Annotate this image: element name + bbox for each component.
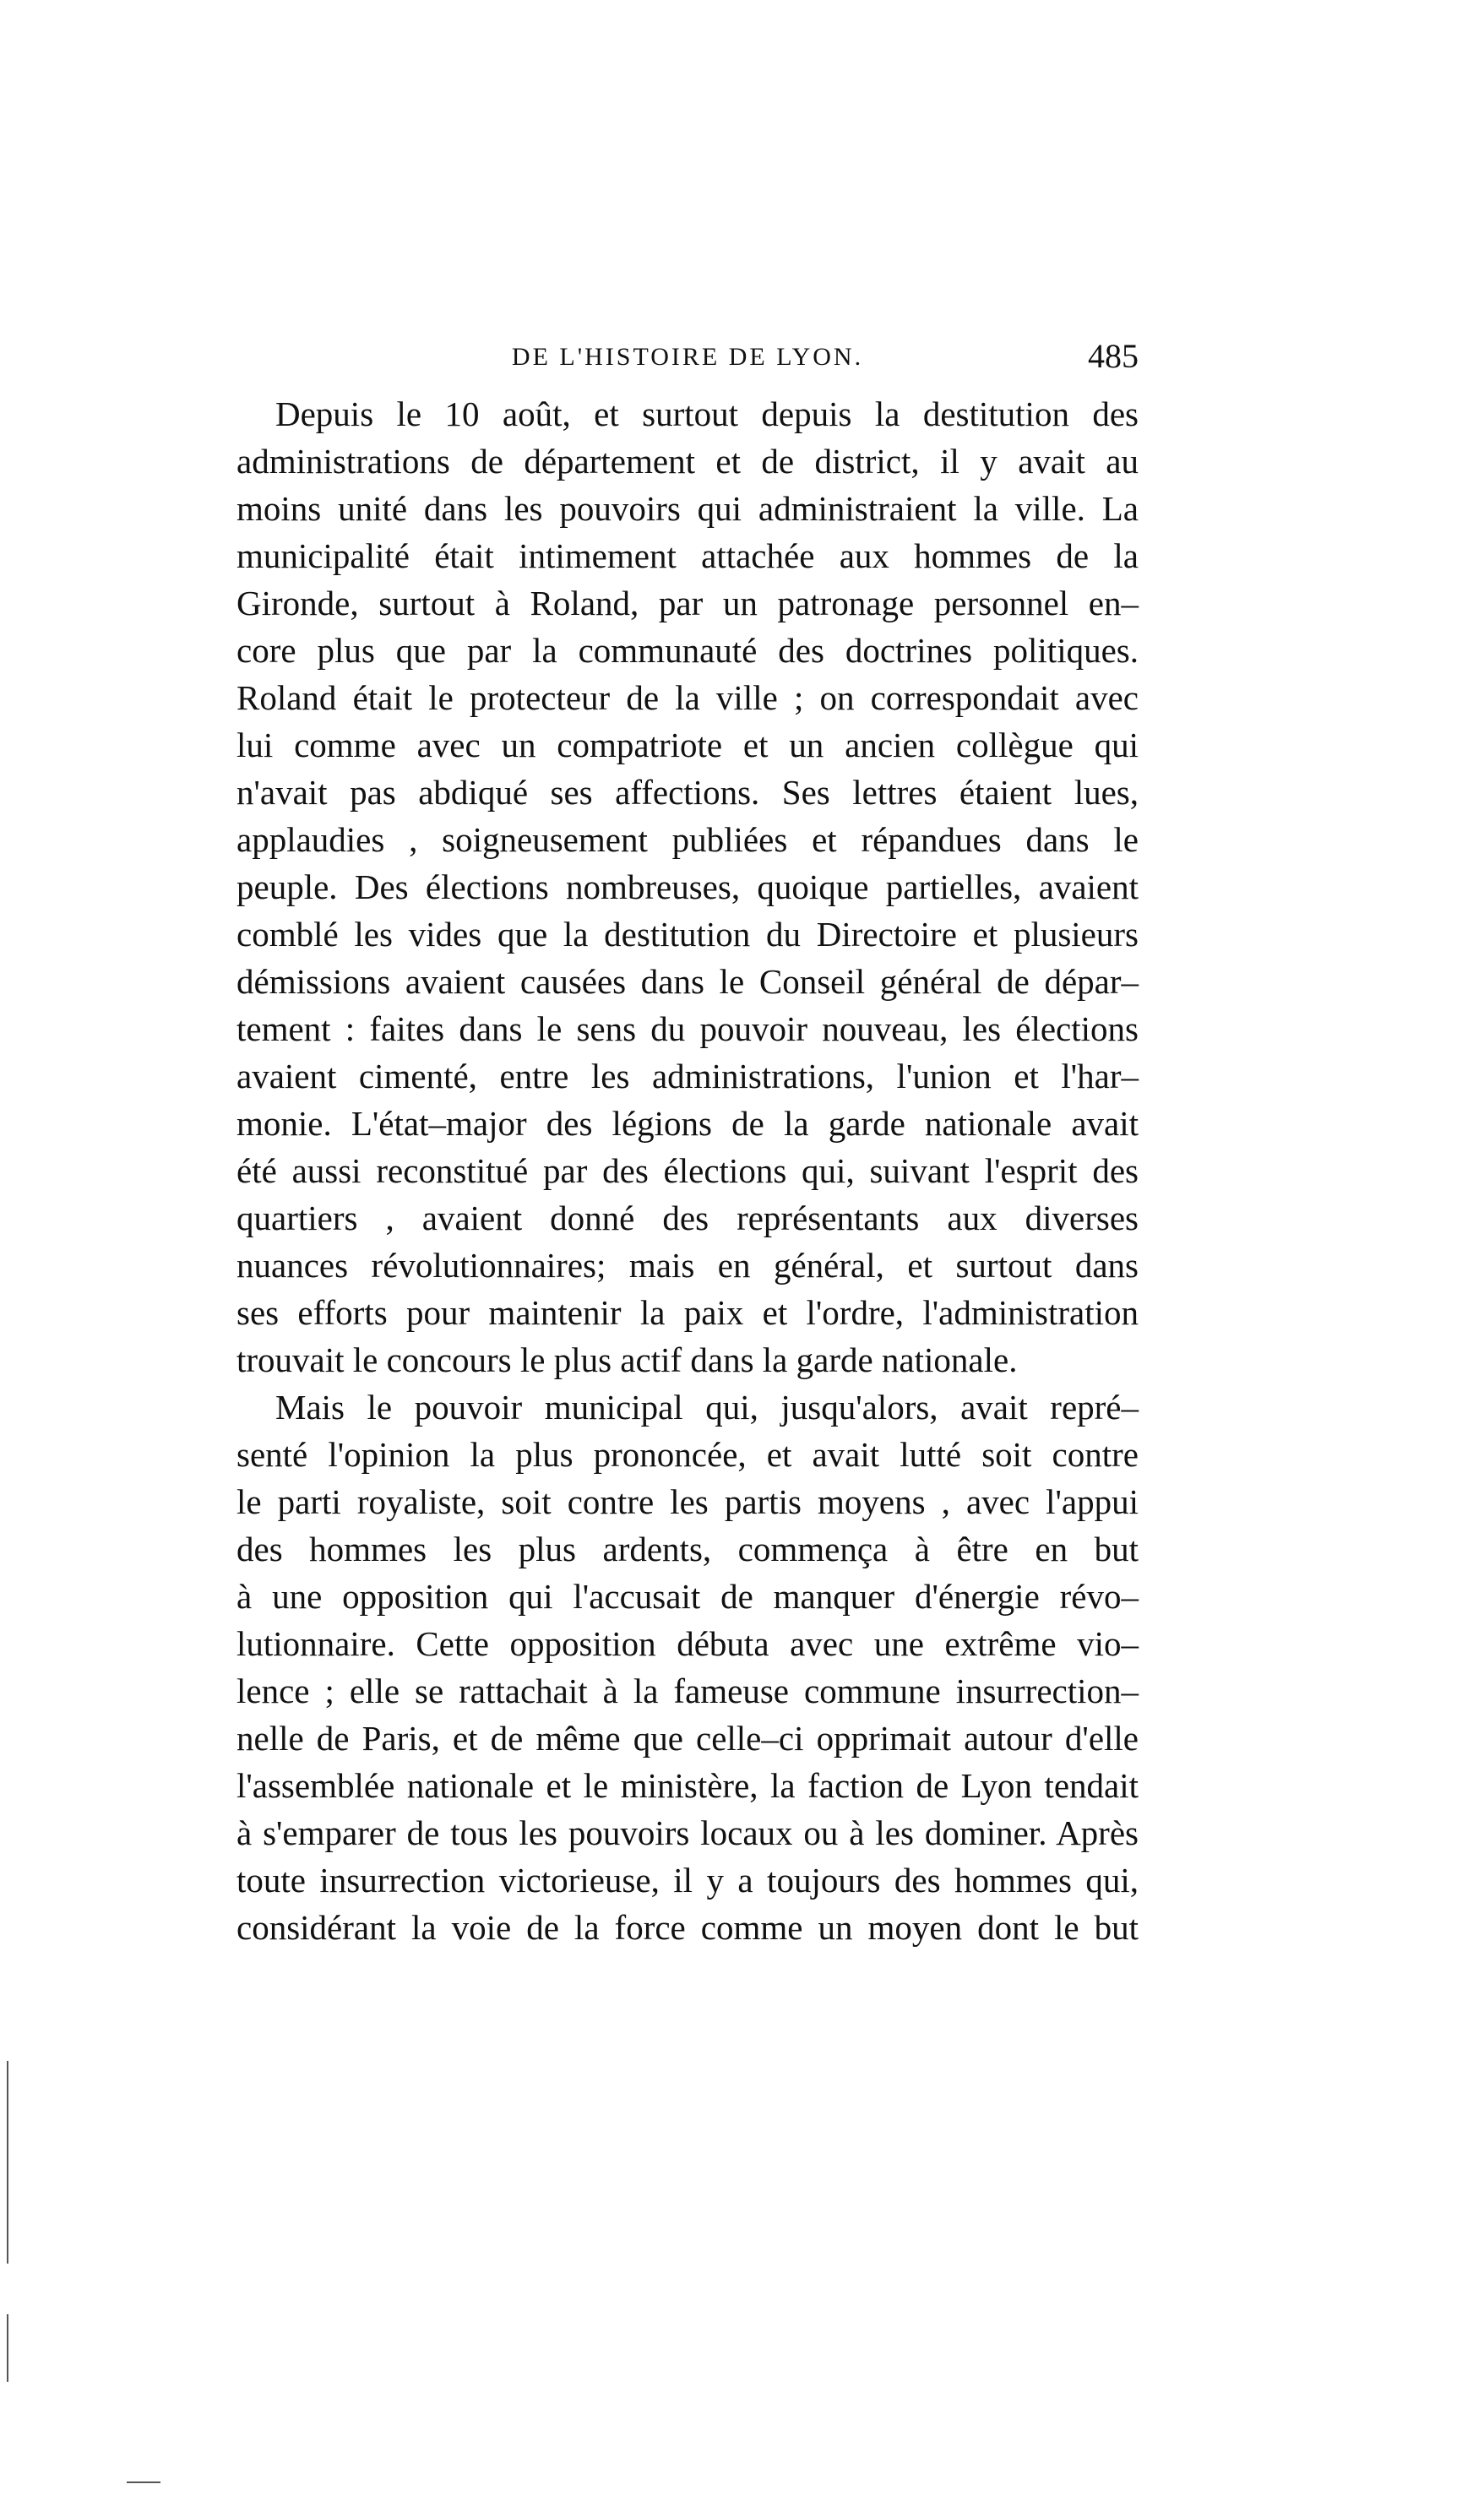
text-line: moins unité dans les pouvoirs qui administraient la ville. La <box>236 489 1139 528</box>
text-line: Roland était le protecteur de la ville ; on correspondait avec <box>236 678 1139 717</box>
text-line: ses efforts pour maintenir la paix et l'ordre, l'administration <box>236 1293 1139 1332</box>
text-line: Mais le pouvoir municipal qui, jusqu'alors, avait repré– <box>275 1388 1139 1427</box>
text-line: quartiers , avaient donné des représentants aux diverses <box>236 1199 1139 1237</box>
text-line: des hommes les plus ardents, commença à être en but <box>236 1530 1139 1568</box>
text-line: comblé les vides que la destitution du Directoire et plusieurs <box>236 915 1139 954</box>
text-line: l'assemblée nationale et le ministère, la faction de Lyon tendait <box>236 1766 1139 1805</box>
text-line: avaient cimenté, entre les administrations, l'union et l'har– <box>236 1057 1139 1095</box>
scan-edge-mark <box>7 2061 8 2264</box>
text-line: core plus que par la communauté des doctrines politiques. <box>236 631 1139 670</box>
text-line: démissions avaient causées dans le Conseil général de dépar– <box>236 962 1139 1001</box>
text-line: tement : faites dans le sens du pouvoir nouveau, les élections <box>236 1009 1139 1048</box>
text-line: lutionnaire. Cette opposition débuta avec une extrême vio– <box>236 1624 1139 1663</box>
text-line: Depuis le 10 août, et surtout depuis la destitution des <box>275 394 1139 433</box>
text-line: lence ; elle se rattachait à la fameuse commune insurrection– <box>236 1671 1139 1710</box>
text-line: nuances révolutionnaires; mais en général, et surtout dans <box>236 1246 1139 1285</box>
text-line: senté l'opinion la plus prononcée, et avait lutté soit contre <box>236 1435 1139 1474</box>
text-line: à une opposition qui l'accusait de manquer d'énergie révo– <box>236 1577 1139 1616</box>
text-line: administrations de département et de district, il y avait au <box>236 442 1139 481</box>
page-body <box>236 390 1139 1951</box>
text-line: n'avait pas abdiqué ses affections. Ses lettres étaient lues, <box>236 773 1139 812</box>
text-line: considérant la voie de la force comme un moyen dont le but <box>236 1908 1139 1947</box>
text-line: peuple. Des élections nombreuses, quoique partielles, avaient <box>236 867 1139 906</box>
text-line: nelle de Paris, et de même que celle–ci opprimait autour d'elle <box>236 1719 1139 1758</box>
paragraph <box>236 390 1139 1383</box>
text-line: trouvait le concours le plus actif dans la garde nationale. <box>236 1340 1018 1379</box>
text-line: le parti royaliste, soit contre les partis moyens , avec l'appui <box>236 1482 1139 1521</box>
text-line: été aussi reconstitué par des élections qui, suivant l'esprit des <box>236 1151 1139 1190</box>
text-line: à s'emparer de tous les pouvoirs locaux ou à les dominer. Après <box>236 1813 1139 1852</box>
scan-edge-mark <box>7 2314 8 2382</box>
scan-edge-mark <box>127 2481 160 2483</box>
text-line: municipalité était intimement attachée aux hommes de la <box>236 536 1139 575</box>
text-line: monie. L'état–major des légions de la garde nationale avait <box>236 1104 1139 1143</box>
text-line: toute insurrection victorieuse, il y a toujours des hommes qui, <box>236 1861 1139 1900</box>
paragraph <box>236 1383 1139 1951</box>
text-line: applaudies , soigneusement publiées et répandues dans le <box>236 820 1139 859</box>
page-header <box>236 336 1139 377</box>
text-line: lui comme avec un compatriote et un ancien collègue qui <box>236 726 1139 764</box>
running-title: DE L'HISTOIRE DE LYON. <box>511 343 864 371</box>
page-number: 485 <box>1088 337 1139 375</box>
text-line: Gironde, surtout à Roland, par un patronage personnel en– <box>236 584 1139 622</box>
